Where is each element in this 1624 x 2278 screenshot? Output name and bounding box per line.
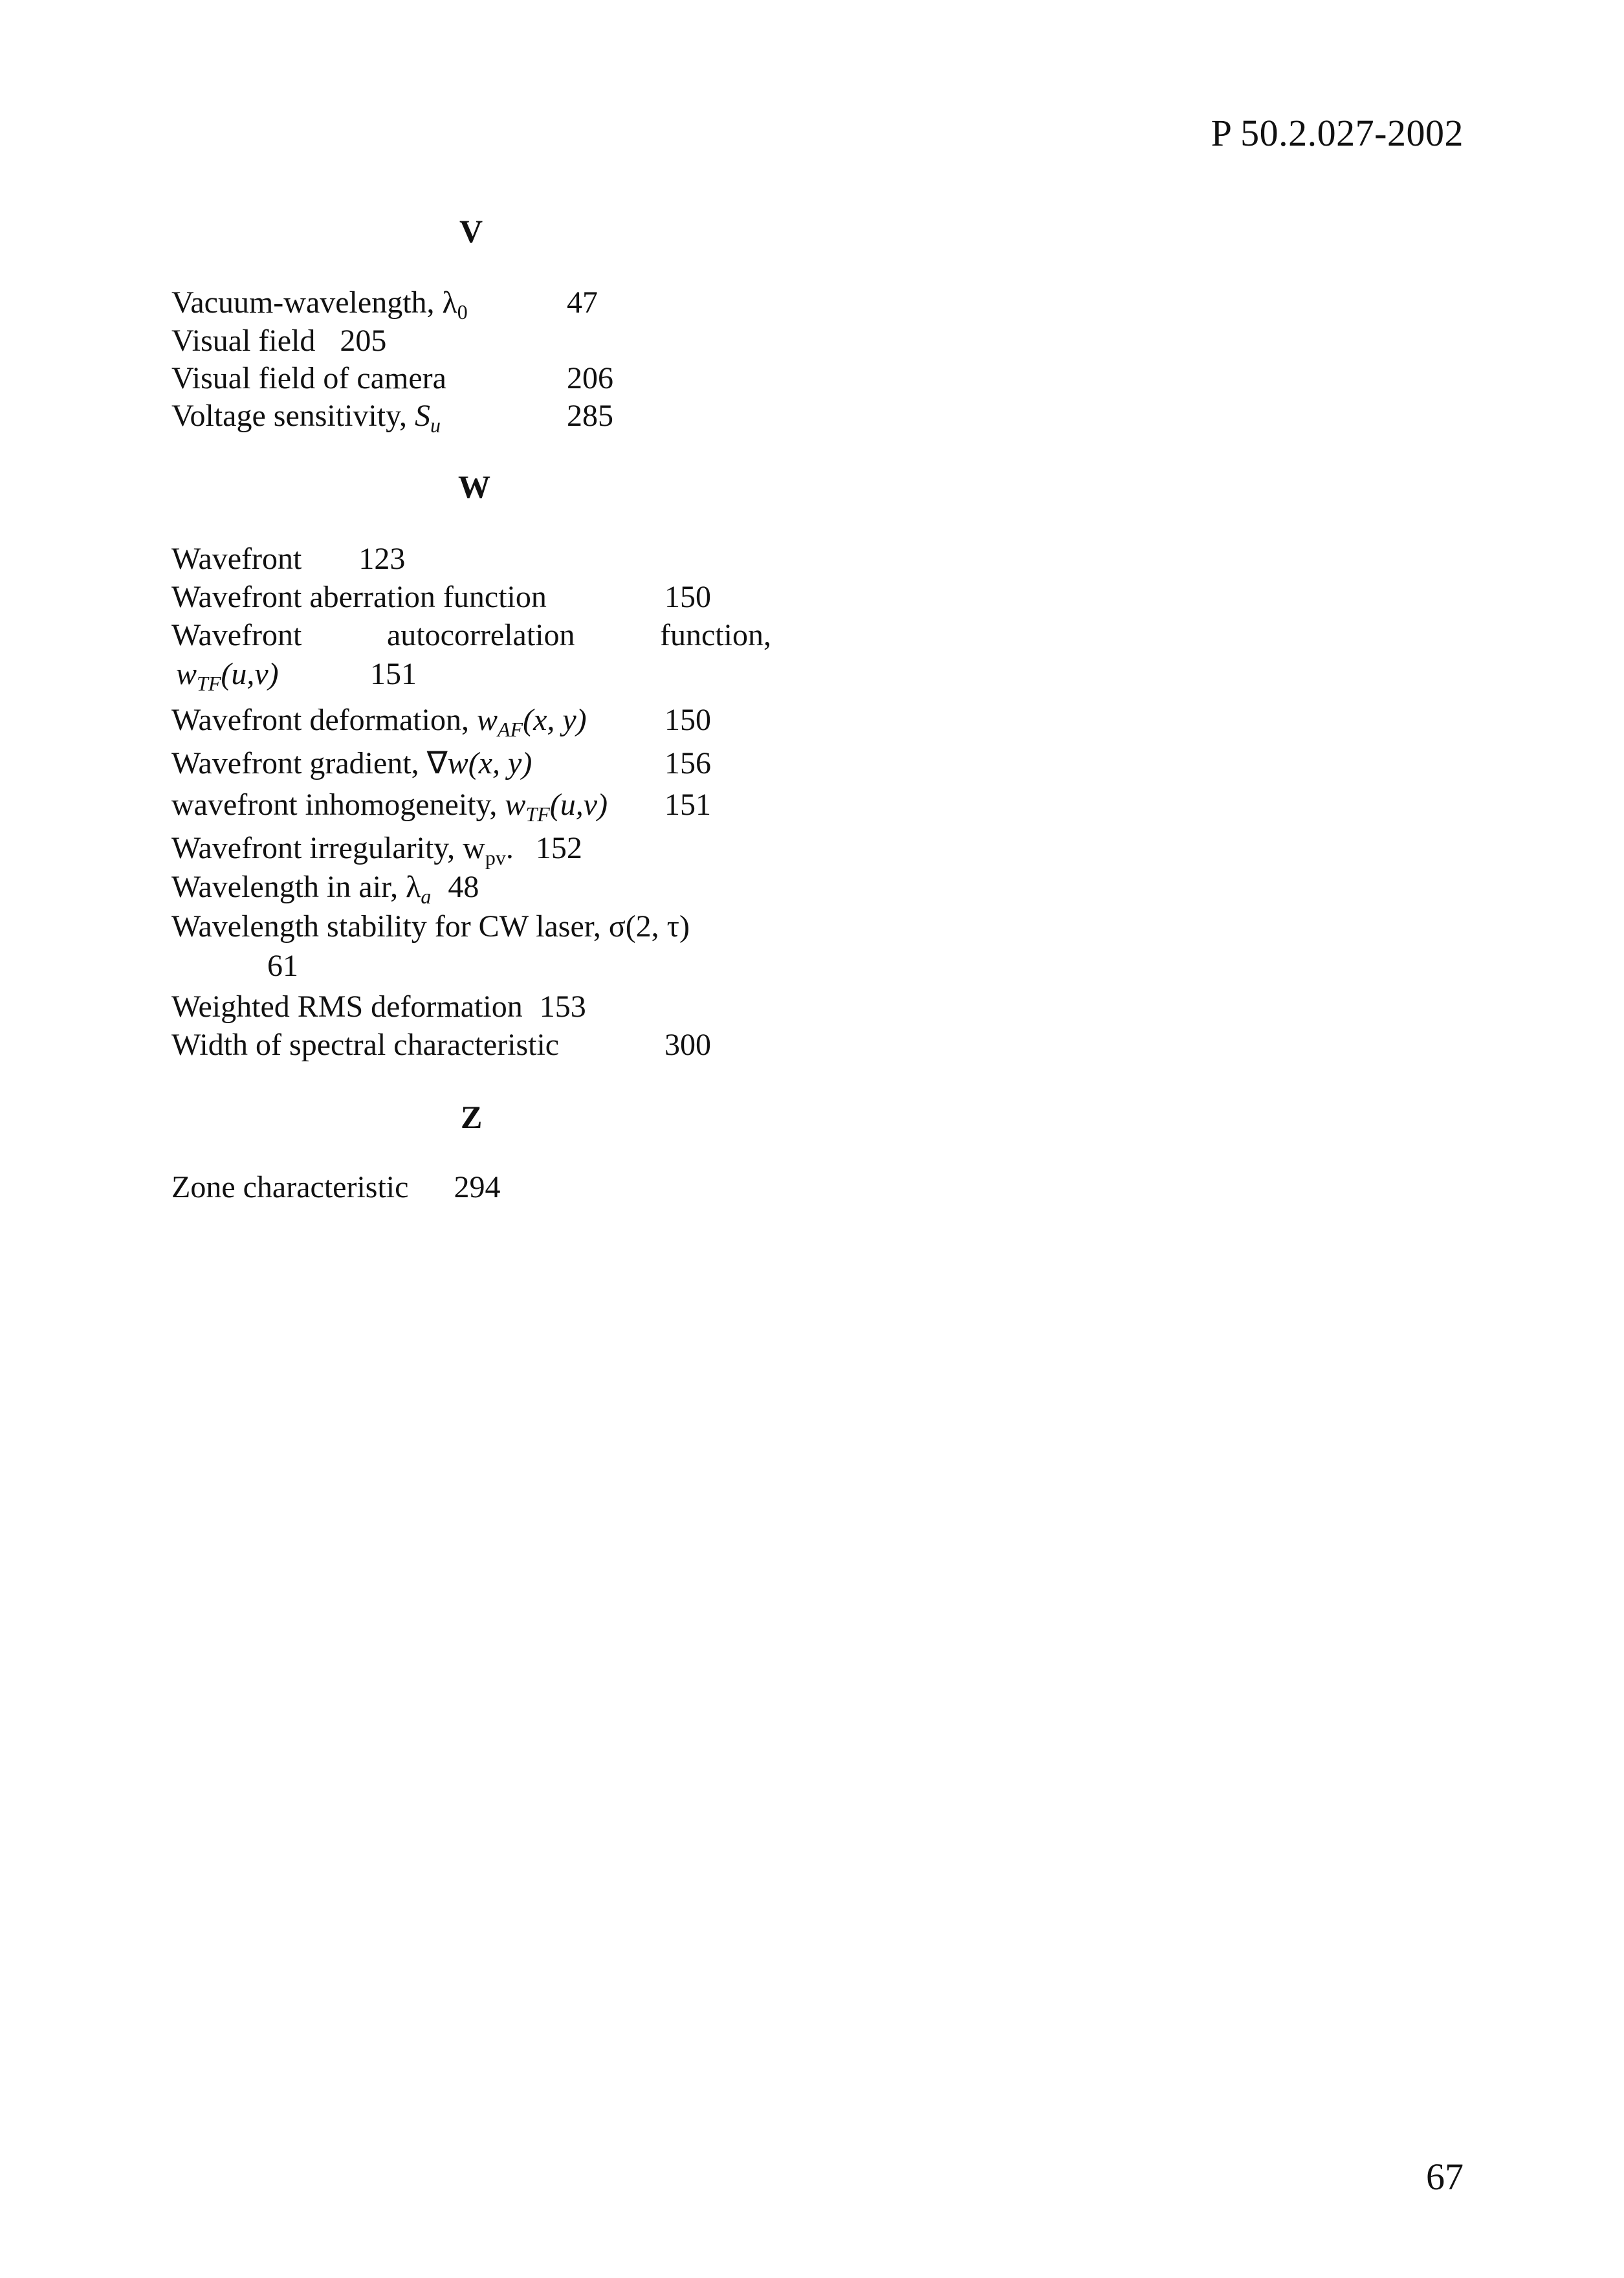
entry-term: Width of spectral characteristic (171, 1028, 560, 1062)
entry-page: 151 (370, 657, 417, 691)
index-entry (171, 397, 613, 437)
index-entry (171, 283, 598, 324)
entry-term-part: autocorrelation (387, 618, 575, 652)
entry-term: Wavefront aberration function (171, 580, 547, 614)
entry-term: wavefront inhomogeneity, (171, 788, 505, 822)
section-letter-v: V (459, 213, 483, 249)
section-letter-z: Z (461, 1099, 483, 1135)
index-entry (171, 540, 405, 579)
entry-symbol: w (176, 657, 197, 691)
entry-page: 152 (535, 831, 582, 865)
entry-term: Wavefront (171, 542, 302, 576)
page-number: 67 (1426, 2156, 1464, 2198)
entry-term-part: Wavefront (171, 618, 302, 652)
index-entry (171, 322, 386, 360)
index-entry-continuation (267, 947, 298, 986)
document-code: P 50.2.027-2002 (1211, 112, 1464, 154)
entry-subscript: a (421, 885, 432, 908)
entry-term: Wavefront gradient, ∇ (171, 746, 448, 780)
index-entry (171, 616, 780, 655)
index-entry (171, 988, 586, 1026)
entry-page: 294 (454, 1170, 501, 1204)
entry-page: 150 (664, 703, 711, 737)
entry-term: Visual field (171, 324, 316, 358)
index-entry (171, 701, 711, 741)
entry-term: Zone characteristic (171, 1170, 409, 1204)
entry-term: Vacuum-wavelength, λ (171, 285, 457, 320)
entry-symbol: w (505, 788, 526, 822)
index-entry (171, 907, 690, 946)
index-entry (171, 1168, 500, 1207)
index-entry (171, 359, 613, 398)
entry-term: Voltage sensitivity, (171, 399, 415, 433)
entry-page: 150 (664, 580, 711, 614)
index-entry (171, 829, 582, 868)
entry-subscript: u (430, 414, 441, 437)
index-entry (171, 578, 711, 617)
entry-term: Wavelength in air, λ (171, 870, 421, 904)
entry-page: 156 (664, 746, 711, 780)
entry-term: Visual field of camera (171, 361, 446, 395)
entry-subscript: TF (525, 802, 550, 826)
section-letter-w: W (458, 469, 490, 505)
index-entry (171, 868, 479, 907)
entry-page: 206 (567, 361, 613, 395)
entry-page: 205 (340, 324, 387, 358)
index-entry (171, 744, 711, 783)
entry-symbol: w(x, y) (447, 746, 532, 780)
entry-term: Wavefront irregularity, w (171, 831, 485, 865)
entry-page: 300 (664, 1028, 711, 1062)
entry-tail: . (505, 831, 514, 865)
entry-page: 153 (539, 990, 586, 1024)
entry-args: (u,v) (549, 788, 608, 822)
entry-subscript: pv (485, 846, 506, 869)
index-entry-continuation (176, 655, 417, 695)
entry-subscript: 0 (457, 300, 468, 324)
entry-symbol: w (476, 703, 498, 737)
entry-symbol: S (414, 399, 430, 433)
entry-page: 48 (448, 870, 479, 904)
entry-term: Weighted RMS deformation (171, 990, 523, 1024)
entry-page: 47 (567, 285, 598, 320)
entry-page: 285 (567, 399, 613, 433)
entry-term: Wavelength stability for CW laser, σ(2, τ) (171, 909, 690, 944)
entry-page: 123 (358, 542, 406, 576)
entry-page: 61 (267, 949, 298, 983)
entry-page: 151 (664, 788, 711, 822)
entry-subscript: TF (197, 672, 221, 695)
entry-term-part: function, (660, 618, 771, 652)
entry-subscript: AF (497, 718, 523, 741)
index-entry (171, 1026, 711, 1065)
index-entry (171, 786, 711, 826)
entry-args: (u,v) (221, 657, 279, 691)
entry-term: Wavefront deformation, (171, 703, 477, 737)
entry-args: (x, y) (523, 703, 587, 737)
